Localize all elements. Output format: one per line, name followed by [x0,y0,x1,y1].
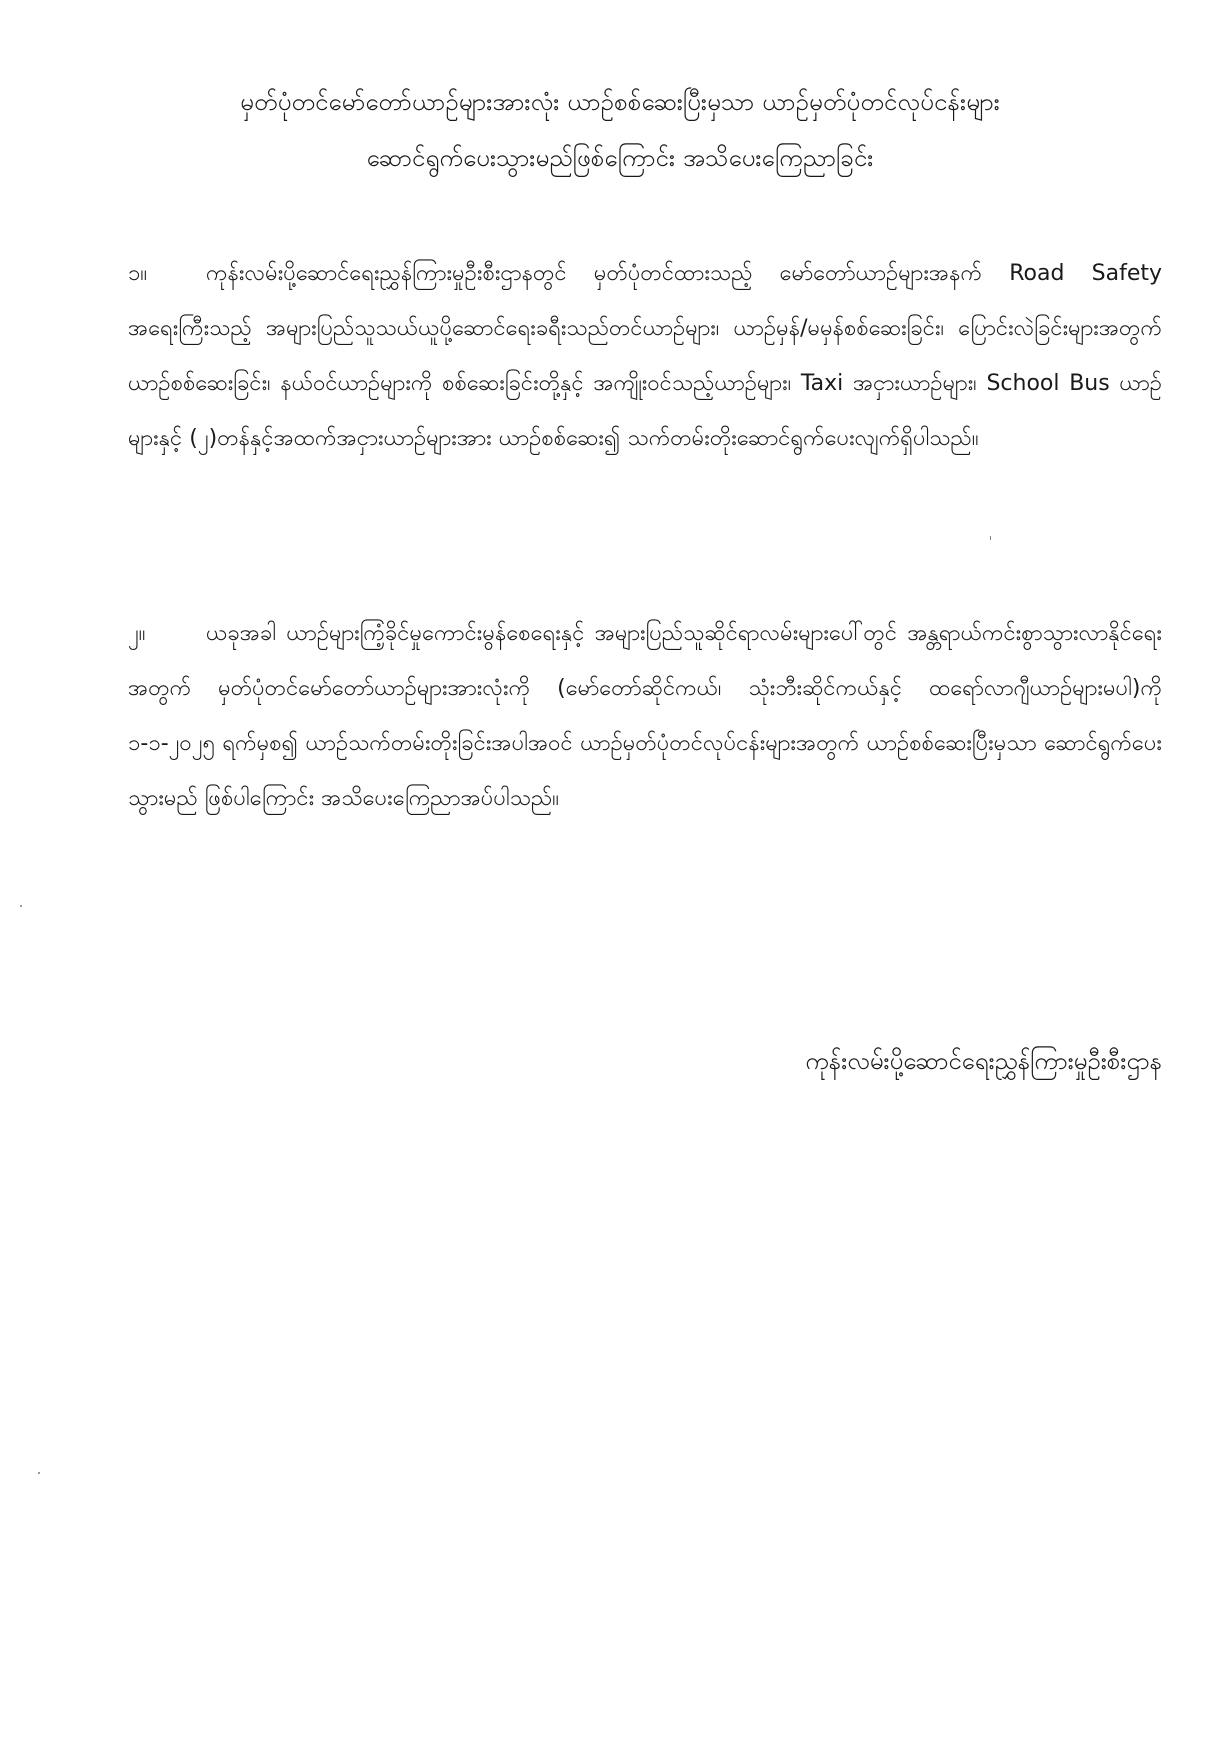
paragraph-2 [128,606,1162,826]
paragraph-1 [128,246,1162,466]
signature-department: ကုန်းလမ်းပို့ဆောင်ရေးညွှန်ကြားမှုဦးစီးဌာန [805,1047,1162,1075]
scan-speck [38,1472,40,1474]
scan-speck [990,536,991,540]
paragraph-1-text: ကုန်းလမ်းပို့ဆောင်ရေးညွှန်ကြားမှုဦးစီးဌာနတွင် မှတ်ပုံတင်ထားသည့် မော်တော်ယာဉ်များအနက် Road Safety အရေးကြီးသည့် အများပြည်သူသယ်ယူပို့ဆောင်ရေးခရီးသည်တင်ယာဉ်များ၊ ယာဉ်မှန်/မမှန်စစ်ဆေးခြင်း၊ ပြောင်းလဲခြင်းများအတွက် ယာဉ်စစ်ဆေးခြင်း၊ နယ်ဝင်ယာဉ်များကို စစ်ဆေးခြင်းတို့နှင့် အကျိုးဝင်သည့်ယာဉ်များ၊ Taxi အငှားယာဉ်များ၊ School Bus ယာဉ်များနှင့် (၂)တန်နှင့်အထက်အငှားယာဉ်များအား ယာဉ်စစ်ဆေး၍ သက်တမ်းတိုးဆောင်ရွက်ပေးလျက်ရှိပါသည်။ [128,261,1162,451]
paragraph-1-number: ၁။ [128,261,148,286]
announcement-title-line-2: ဆောင်ရွက်ပေးသွားမည်ဖြစ်ကြောင်း အသိပေးကြေညာခြင်း [366,144,874,172]
paragraph-2-text: ယခုအခါ ယာဉ်များကြံ့ခိုင်မှုကောင်းမွန်စေရေးနှင့် အများပြည်သူဆိုင်ရာလမ်းများပေါ်တွင် အန္တရာယ်ကင်းစွာသွားလာနိုင်ရေးအတွက် မှတ်ပုံတင်မော်တော်ယာဉ်များအားလုံးကို (မော်တော်ဆိုင်ကယ်၊ သုံးဘီးဆိုင်ကယ်နှင့် ထရော်လာဂျီယာဉ်များမပါ)ကို ၁-၁-၂၀၂၅ ရက်မှစ၍ ယာဉ်သက်တမ်းတိုးခြင်းအပါအဝင် ယာဉ်မှတ်ပုံတင်လုပ်ငန်းများအတွက် ယာဉ်စစ်ဆေးပြီးမှသာ ဆောင်ရွက်ပေးသွားမည် ဖြစ်ပါကြောင်း အသိပေးကြေညာအပ်ပါသည်။ [128,621,1162,811]
announcement-title-line-1: မှတ်ပုံတင်မော်တော်ယာဉ်များအားလုံး ယာဉ်စစ်ဆေးပြီးမှသာ ယာဉ်မှတ်ပုံတင်လုပ်ငန်းများ [240,88,1000,116]
paragraph-2-number: ၂။ [128,621,146,646]
scan-speck [20,905,22,907]
